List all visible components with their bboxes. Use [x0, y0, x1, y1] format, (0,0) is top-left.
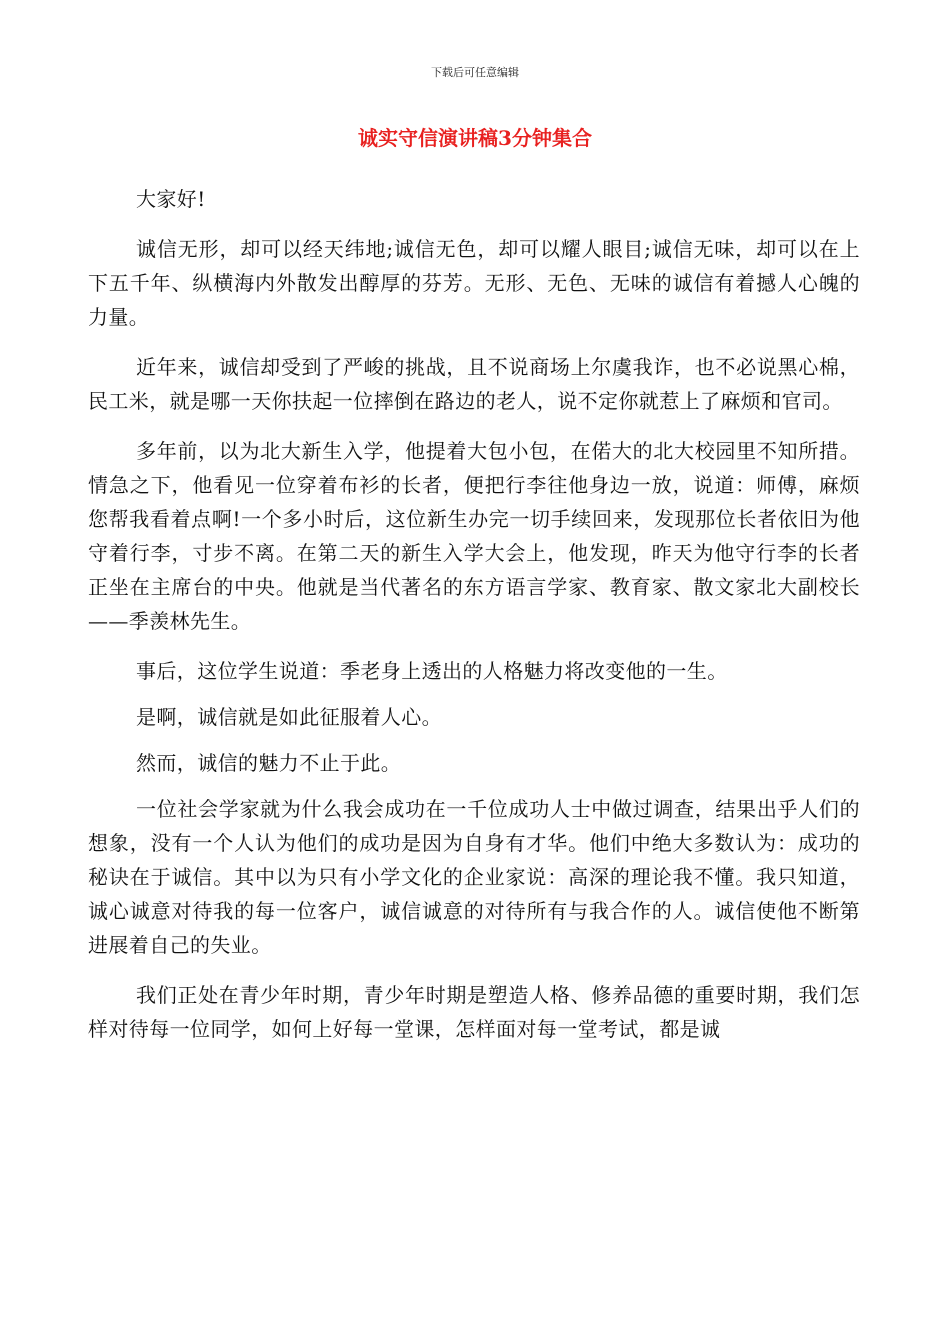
paragraph: 然而，诚信的魅力不止于此。 — [136, 751, 402, 775]
paragraph: 诚信无形，却可以经天纬地;诚信无色，却可以耀人眼目;诚信无味，却可以在上下五千年、纵横海内外散发出醇厚的芬芳。无形、无色、无味的诚信有着撼人心魄的力量。 — [88, 237, 860, 329]
paragraph: 多年前，以为北大新生入学，他提着大包小包，在偌大的北大校园里不知所措。情急之下，他看见一位穿着布衫的长者，便把行李往他身边一放，说道：师傅，麻烦您帮我看着点啊!一个多小时后，这位新生办完一切手续回来，发现那位长者依旧为他守着行李，寸步不离。在第二天的新生入学大会上，他发现，昨天为他守行李的长者正坐在主席台的中央。他就是当代著名的东方语言学家、教育家、散文家北大副校长——季羡林先生。 — [88, 439, 860, 633]
paragraph: 我们正处在青少年时期，青少年时期是塑造人格、修养品德的重要时期，我们怎样对待每一位同学，如何上好每一堂课，怎样面对每一堂考试，都是诚 — [88, 983, 860, 1041]
document-body — [88, 182, 860, 1062]
paragraph: 近年来，诚信却受到了严峻的挑战，且不说商场上尔虞我诈，也不必说黑心棉，民工米，就是哪一天你扶起一位摔倒在路边的老人，说不定你就惹上了麻烦和官司。 — [88, 355, 860, 413]
paragraph: 一位社会学家就为什么我会成功在一千位成功人士中做过调查，结果出乎人们的想象，没有一个人认为他们的成功是因为自身有才华。他们中绝大多数认为：成功的秘诀在于诚信。其中以为只有小学文化的企业家说：高深的理论我不懂。我只知道，诚心诚意对待我的每一位客户，诚信诚意的对待所有与我合作的人。诚信使他不断第进展着自己的失业。 — [88, 797, 860, 957]
page-header-note: 下载后可任意编辑 — [431, 66, 519, 79]
paragraph-greeting: 大家好! — [136, 187, 206, 211]
document-title: 诚实守信演讲稿3分钟集合 — [358, 126, 592, 150]
paragraph: 事后，这位学生说道：季老身上透出的人格魅力将改变他的一生。 — [136, 659, 728, 683]
paragraph: 是啊，诚信就是如此征服着人心。 — [136, 705, 442, 729]
